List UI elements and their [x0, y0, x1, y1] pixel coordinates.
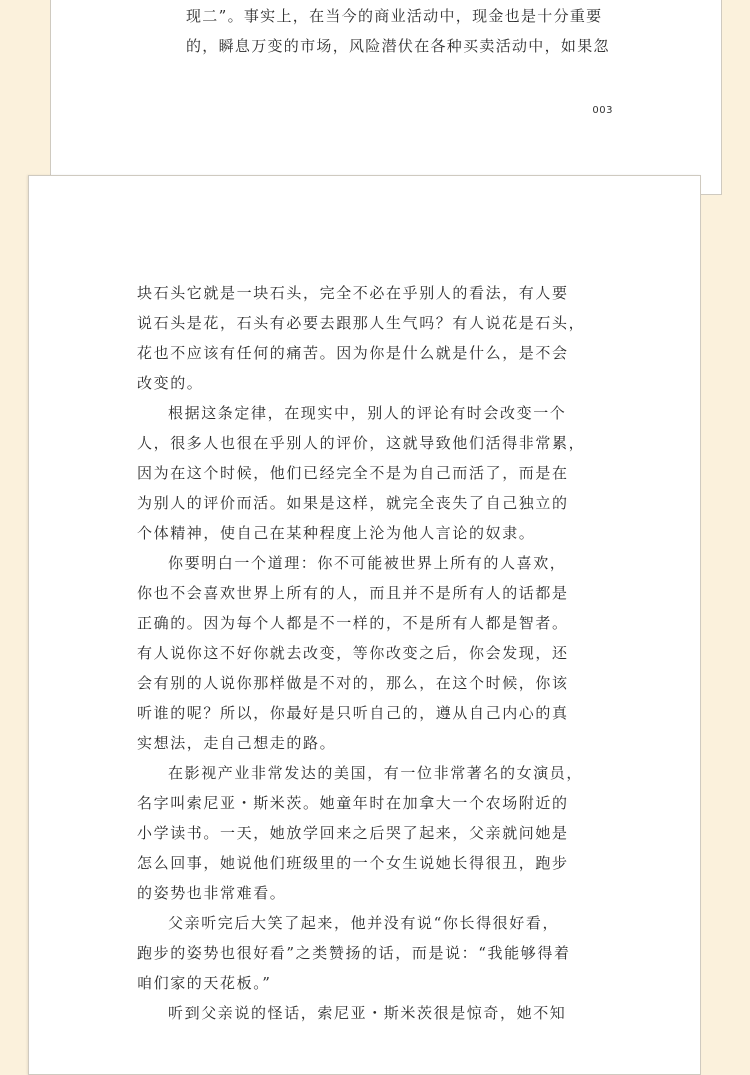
paragraph — [137, 278, 586, 398]
paragraph — [137, 548, 567, 758]
paragraph — [137, 908, 571, 998]
current-page — [28, 175, 701, 1075]
text-line: 有人说你这不好你就去改变，等你改变之后，你会发现，还 — [137, 644, 569, 662]
text-line: 听到父亲说的怪话，索尼亚・斯米茨很是惊奇，她不知 — [168, 1004, 567, 1022]
text-line: 块石头它就是一块石头，完全不必在乎别人的看法，有人要 — [137, 284, 569, 302]
text-line: 小学读书。一天，她放学回来之后哭了起来，父亲就问她是 — [137, 824, 569, 842]
text-line: 根据这条定律，在现实中，别人的评论有时会改变一个 — [168, 404, 567, 422]
text-line: 咱们家的天花板。” — [137, 974, 272, 992]
paragraph — [137, 758, 584, 908]
text-line: 说石头是花，石头有必要去跟那人生气吗？有人说花是石头， — [137, 314, 586, 332]
text-line: 花也不应该有任何的痛苦。因为你是什么就是什么，是不会 — [137, 344, 569, 362]
text-line: 实想法，走自己想走的路。 — [137, 734, 337, 752]
text-line: 名字叫索尼亚・斯米茨。她童年时在加拿大一个农场附近的 — [137, 794, 569, 812]
previous-page-text — [186, 0, 618, 61]
text-line: 人，很多人也很在乎别人的评价，这就导致他们活得非常累， — [137, 434, 586, 452]
text-line: 现二”。事实上，在当今的商业活动中，现金也是十分重要 — [186, 7, 603, 25]
text-line: 正确的。因为每个人都是不一样的，不是所有人都是智者。 — [137, 614, 569, 632]
text-line: 会有别的人说你那样做是不对的，那么，在这个时候，你该 — [137, 674, 569, 692]
text-line: 改变的。 — [137, 374, 204, 392]
text-line: 你要明白一个道理：你不可能被世界上所有的人喜欢， — [168, 554, 567, 572]
text-line: 因为在这个时候，他们已经完全不是为自己而活了，而是在 — [137, 464, 569, 482]
text-line: 跑步的姿势也很好看”之类赞扬的话，而是说：“我能够得着 — [137, 944, 571, 962]
text-line: 父亲听完后大笑了起来，他并没有说“你长得很好看， — [168, 914, 560, 932]
previous-page — [50, 0, 722, 195]
text-line: 的姿势也非常难看。 — [137, 884, 287, 902]
text-line: 的，瞬息万变的市场，风险潜伏在各种买卖活动中，如果忽 — [186, 37, 610, 55]
text-line: 听谁的呢？所以，你最好是只听自己的，遵从自己内心的真 — [137, 704, 569, 722]
page-number: 003 — [592, 105, 613, 116]
text-line: 你也不会喜欢世界上所有的人，而且并不是所有人的话都是 — [137, 584, 569, 602]
text-line: 怎么回事，她说他们班级里的一个女生说她长得很丑，跑步 — [137, 854, 569, 872]
current-page-text — [137, 278, 586, 1028]
text-line: 个体精神，使自己在某种程度上沦为他人言论的奴隶。 — [137, 524, 536, 542]
paragraph — [137, 398, 586, 548]
paragraph — [137, 998, 567, 1028]
text-line: 为别人的评价而活。如果是这样，就完全丧失了自己独立的 — [137, 494, 569, 512]
text-line: 在影视产业非常发达的美国，有一位非常著名的女演员， — [168, 764, 584, 782]
